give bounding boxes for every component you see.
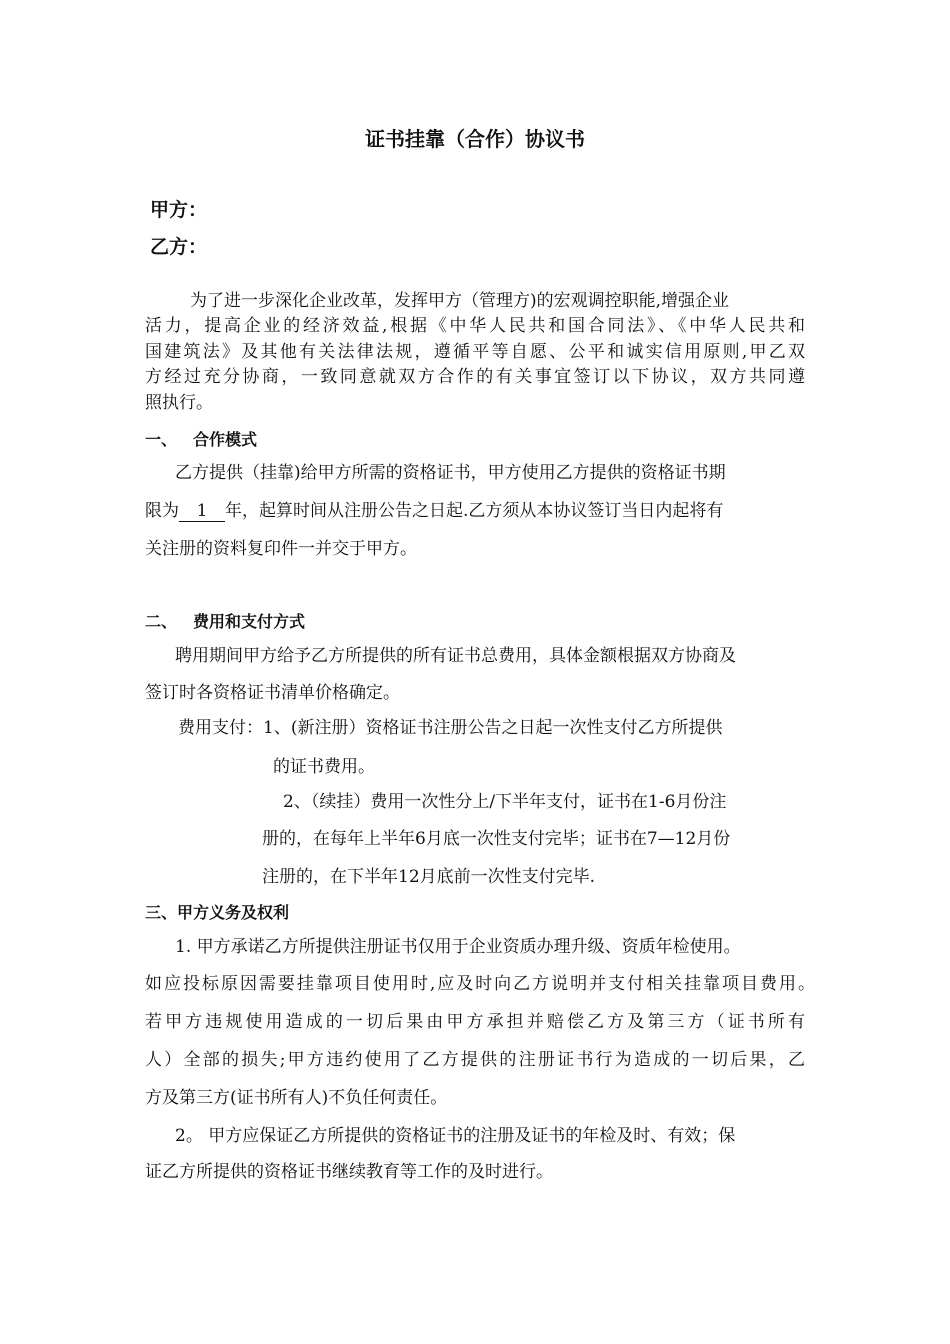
term-years-blank: 1 [179,501,225,522]
body-line [145,499,723,523]
body-text: 年，起算时间从注册公告之日起.乙方须从本协议签订当日内起将有 [225,501,724,521]
section-number: 二、 [145,612,178,631]
section-title: 合作模式 [193,430,258,449]
preamble-line: 国建筑法》及其他有关法律法规，遵循平等自愿、公平和诚实信用原则,甲乙双 [145,342,805,362]
preamble-line: 照执行。 [145,393,213,413]
payment-line: 注册的，在下半年12月底前一次性支付完毕. [262,867,596,887]
body-line: 聘用期间甲方给予乙方所提供的所有证书总费用，具体金额根据双方协商及 [175,646,736,666]
body-line: 方及第三方(证书所有人)不负任何责任。 [145,1088,448,1108]
payment-line: 册的，在每年上半年6月底一次性支付完毕；证书在7—12月份 [262,829,731,849]
party-b-label: 乙方： [150,236,208,258]
body-line: 签订时各资格证书清单价格确定。 [145,683,400,703]
section-2-heading [145,610,305,634]
payment-line: 2、（续挂）费用一次性分上/下半年支付，证书在1-6月份注 [283,792,727,812]
body-text: 限为 [145,501,179,521]
preamble-line: 方经过充分协商，一致同意就双方合作的有关事宜签订以下协议，双方共同遵 [145,367,805,387]
payment-line: 的证书费用。 [273,757,375,777]
document-title: 证书挂靠（合作）协议书 [365,127,585,151]
section-1-heading [145,428,257,452]
payment-line: 费用支付：1、(新注册）资格证书注册公告之日起一次性支付乙方所提供 [178,718,723,738]
body-line: 1. 甲方承诺乙方所提供注册证书仅用于企业资质办理升级、资质年检使用。 [175,937,741,957]
section-3-heading: 三、甲方义务及权利 [145,903,290,922]
body-line: 2。 甲方应保证乙方所提供的资格证书的注册及证书的年检及时、有效；保 [175,1126,736,1146]
party-a-label: 甲方： [150,199,208,221]
body-line: 证乙方所提供的资格证书继续教育等工作的及时进行。 [145,1162,553,1182]
preamble-line: 为了进一步深化企业改革，发挥甲方（管理方)的宏观调控职能,增强企业 [190,291,730,311]
body-line: 若甲方违规使用造成的一切后果由甲方承担并赔偿乙方及第三方（证书所有 [145,1012,805,1032]
section-title: 费用和支付方式 [193,612,306,631]
body-line: 关注册的资料复印件一并交于甲方。 [145,539,417,559]
preamble-line: 活力，提高企业的经济效益,根据《中华人民共和国合同法》、《中华人民共和 [145,316,805,336]
body-line: 如应投标原因需要挂靠项目使用时,应及时向乙方说明并支付相关挂靠项目费用。 [145,974,815,994]
body-line: 乙方提供（挂靠)给甲方所需的资格证书，甲方使用乙方提供的资格证书期 [175,463,726,483]
section-number: 一、 [145,430,178,449]
body-line: 人）全部的损失;甲方违约使用了乙方提供的注册证书行为造成的一切后果，乙 [145,1050,805,1070]
